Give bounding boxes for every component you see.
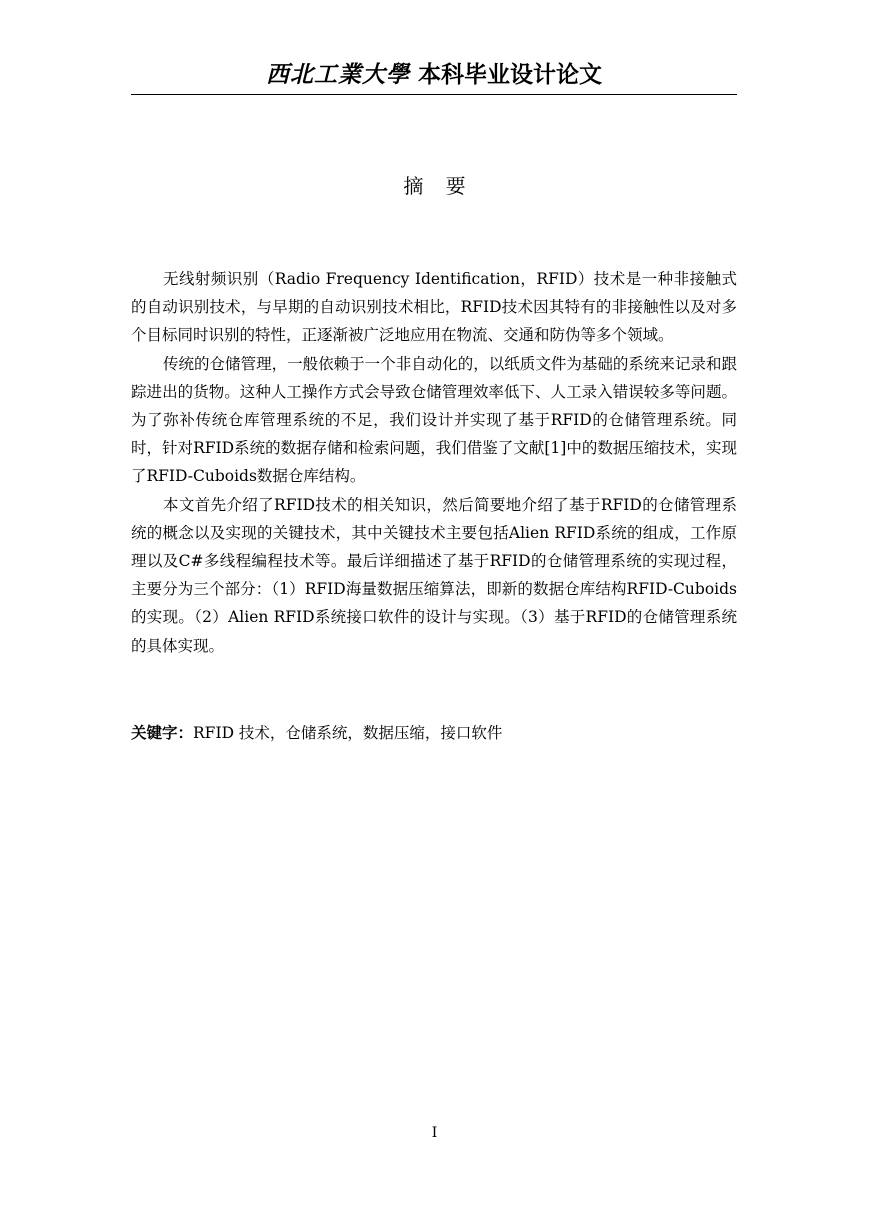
header-line bbox=[266, 58, 602, 92]
abstract-paragraph-2: 传统的仓储管理，一般依赖于一个非自动化的，以纸质文件为基础的系统来记录和跟踪进出的货物。这种人工操作方式会导致仓储管理效率低下、人工录入错误较多等问题。为了弥补传统仓库管理系统的不足，我们设计并实现了基于RFID的仓储管理系统。同时，针对RFID系统的数据存储和检索问题，我们借鉴了文献[1]中的数据压缩技术，实现了RFID-Cuboids数据仓库结构。 bbox=[131, 354, 737, 486]
abstract-body bbox=[131, 265, 737, 660]
abstract-title: 摘 要 bbox=[403, 174, 474, 198]
page-number: I bbox=[431, 1125, 438, 1141]
keywords-label: 关键字： bbox=[131, 724, 194, 742]
thesis-type: 本科毕业设计论文 bbox=[418, 62, 602, 88]
university-name: 西北工業大學 bbox=[266, 61, 410, 88]
abstract-paragraph-1: 无线射频识别（Radio Frequency Identification，RFID）技术是一种非接触式的自动识别技术，与早期的自动识别技术相比，RFID技术因其特有的非接触性以及对多个目标同时识别的特性，正逐渐被广泛地应用在物流、交通和防伪等多个领域。 bbox=[131, 270, 737, 345]
keywords-text: RFID 技术，仓储系统，数据压缩，接口软件 bbox=[193, 724, 503, 742]
keywords-line bbox=[131, 720, 737, 746]
page-header bbox=[131, 58, 737, 95]
abstract-paragraph-3: 本文首先介绍了RFID技术的相关知识，然后简要地介绍了基于RFID的仓储管理系统的概念以及实现的关键技术，其中关键技术主要包括Alien RFID系统的组成，工作原理以及C#多线程编程技术等。最后详细描述了基于RFID的仓储管理系统的实现过程，主要分为三个部分：（1）RFID海量数据压缩算法，即新的数据仓库结构RFID-Cuboids的实现。（2）Alien RFID系统接口软件的设计与实现。（3）基于RFID的仓储管理系统的具体实现。 bbox=[131, 495, 737, 655]
